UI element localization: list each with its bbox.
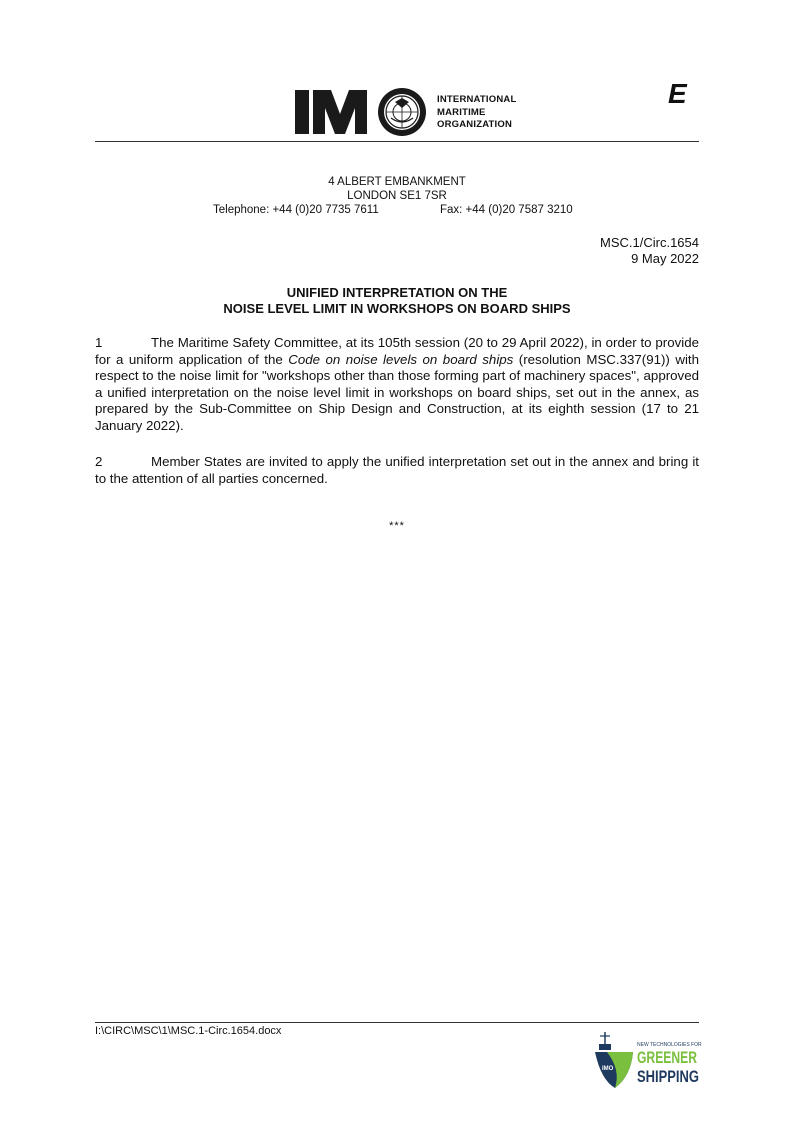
org-line-1: INTERNATIONAL bbox=[437, 94, 517, 105]
badge-imo-text: IMO bbox=[602, 1066, 614, 1072]
paragraph-2 bbox=[95, 454, 699, 487]
organization-name bbox=[437, 94, 516, 132]
address-line-1: 4 ALBERT EMBANKMENT bbox=[328, 176, 466, 188]
paragraph-1 bbox=[95, 335, 699, 435]
paragraph-text: Member States are invited to apply the unified interpretation set out in the annex and bring it to the attention of all parties concerned. bbox=[95, 454, 699, 486]
org-line-2: MARITIME bbox=[437, 106, 486, 118]
paragraph-text: The Maritime Safety Committee, at its 105th session (20 to 29 April 2022), in order to provide for a uniform application of the bbox=[95, 335, 699, 367]
badge-shipping-text: SHIPPING bbox=[637, 1067, 699, 1086]
footer-divider bbox=[95, 1022, 699, 1023]
document-symbol: MSC.1/Circ.1654 bbox=[600, 235, 699, 250]
telephone: Telephone: +44 (0)20 7735 7611 bbox=[213, 204, 379, 216]
imo-logo bbox=[295, 88, 430, 136]
address-line-2: LONDON SE1 7SR bbox=[347, 190, 447, 202]
section-separator: *** bbox=[389, 520, 405, 532]
paragraph-number: 2 bbox=[95, 454, 103, 469]
paragraph-text-continued: (resolution MSC.337(91)) with respect to the noise limit for "workshops other than those forming part of machinery spaces", approved a unified interpretation on the noise level limit in workshops on board ships, set out in the annex, as prepared by the Sub-Committee on Ship Design and Construction, at its eighth session (17 to 21 January 2022). bbox=[95, 351, 699, 433]
document-date: 9 May 2022 bbox=[631, 251, 699, 266]
org-line-3: ORGANIZATION bbox=[437, 119, 513, 130]
greener-shipping-logo bbox=[593, 1030, 701, 1090]
badge-greener-text: GREENER bbox=[637, 1048, 697, 1067]
paragraph-number: 1 bbox=[95, 335, 103, 350]
header-divider bbox=[95, 141, 699, 142]
imo-emblem-icon bbox=[295, 88, 430, 136]
ship-icon bbox=[593, 1030, 701, 1090]
language-code: E bbox=[668, 78, 687, 109]
fax: Fax: +44 (0)20 7587 3210 bbox=[440, 204, 573, 216]
file-path: I:\CIRC\MSC\1\MSC.1-Circ.1654.docx bbox=[95, 1025, 282, 1037]
title-line-2: NOISE LEVEL LIMIT IN WORKSHOPS ON BOARD SHIPS bbox=[223, 301, 571, 316]
code-title: Code on noise levels on board ships bbox=[288, 351, 514, 367]
badge-small-text: NEW TECHNOLOGIES FOR bbox=[637, 1042, 702, 1048]
title-line-1: UNIFIED INTERPRETATION ON THE bbox=[286, 285, 508, 300]
